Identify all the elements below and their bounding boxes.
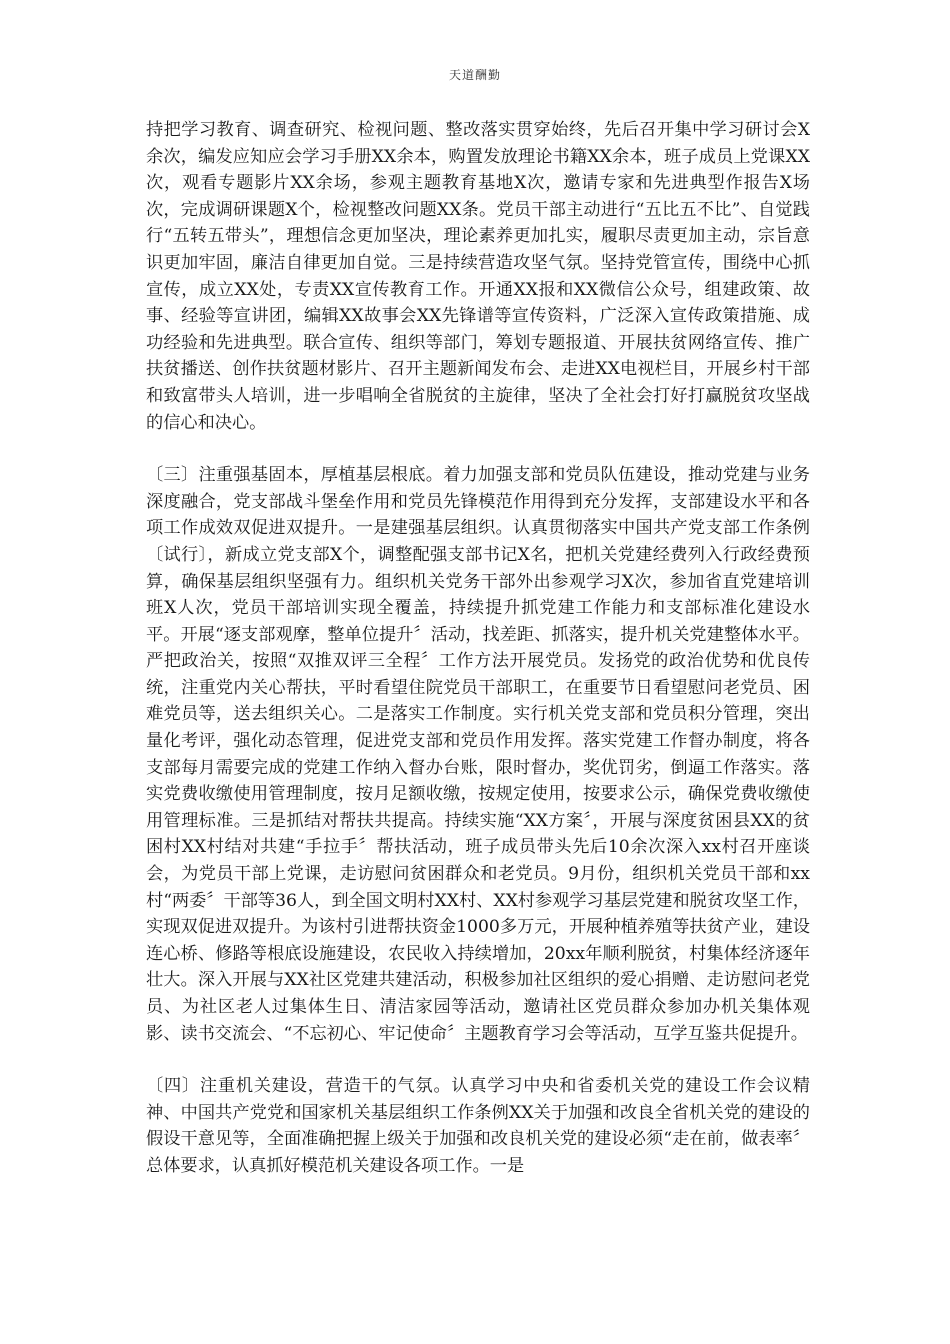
paragraph-continuation: 持把学习教育、调查研究、检视问题、整改落实贯穿始终，先后召开集中学习研讨会X余次，编发应知应会学习手册XX余本，购置发放理论书籍XX余本，班子成员上党课XX次，观看专题影片XX余场，参观主题教育基地X次，邀请专家和先进典型作报告X场次，完成调研课题X个，检视整改问题XX条。党员干部主动进行“五比五不比”、自觉践行“五转五带头”，理想信念更加坚决，理论素养更加扎实，履职尽责更加主动，宗旨意识更加牢固，廉洁自律更加自觉。三是持续营造攻坚气氛。坚持党管宣传，围绕中心抓宣传，成立XX处，专责XX宣传教育工作。开通XX报和XX微信公众号，组建政策、故事、经验等宣讲团，编辑XX故事会XX先锋谱等宣传资料，广泛深入宣传政策措施、成功经验和先进典型。联合宣传、组织等部门，筹划专题报道、开展扶贫网络宣传、推广扶贫播送、创作扶贫题材影片、召开主题新闻发布会、走进XX电视栏目，开展乡村干部和致富带头人培训，进一步唱响全省脱贫的主旋律，坚决了全社会打好打赢脱贫攻坚战的信心和决心。 [146, 120, 810, 433]
paragraph-section-4: 〔四〕注重机关建设，营造干的气氛。认真学习中央和省委机关党的建设工作会议精神、中国共产党党和国家机关基层组织工作条例XX关于加强和改良全省机关党的建设的假设干意见等，全面准确把握上级关于加强和改良机关党的建设必须“走在前，做表率〞总体要求，认真抓好模范机关建设各项工作。一是 [146, 1076, 810, 1176]
paragraph-section-3: 〔三〕注重强基固本，厚植基层根底。着力加强支部和党员队伍建设，推动党建与业务深度融合，党支部战斗堡垒作用和党员先锋模范作用得到充分发挥，支部建设水平和各项工作成效双促进双提升。一是建强基层组织。认真贯彻落实中国共产党支部工作条例〔试行〕，新成立党支部X个，调整配强支部书记X名，把机关党建经费列入行政经费预算，确保基层组织坚强有力。组织机关党务干部外出参观学习X次，参加省直党建培训班X人次，党员干部培训实现全覆盖，持续提升抓党建工作能力和支部标准化建设水平。开展“逐支部观摩，整单位提升〞活动，找差距、抓落实，提升机关党建整体水平。严把政治关，按照“双推双评三全程〞工作方法开展党员。发扬党的政治优势和优良传统，注重党内关心帮扶，平时看望住院党员干部职工，在重要节日看望慰问老党员、困难党员等，送去组织关心。二是落实工作制度。实行机关党支部和党员积分管理，突出量化考评，强化动态管理，促进党支部和党员作用发挥。落实党建工作督办制度，将各支部每月需要完成的党建工作纳入督办台账，限时督办，奖优罚劣，倒逼工作落实。落实党费收缴使用管理制度，按月足额收缴，按规定使用，按要求公示，确保党费收缴使用管理标准。三是抓结对帮扶共提高。持续实施“XX方案〞，开展与深度贫困县XX的贫困村XX村结对共建“手拉手〞帮扶活动，班子成员带头先后10余次深入xx村召开座谈会，为党员干部上党课，走访慰问贫困群众和老党员。9月份，组织机关党员干部和xx村“两委〞干部等36人，到全国文明村XX村、XX村参观学习基层党建和脱贫攻坚工作，实现双促进双提升。为该村引进帮扶资金1000多万元，开展种植养殖等扶贫产业，建设连心桥、修路等根底设施建设，农民收入持续增加，20xx年顺利脱贫，村集体经济逐年壮大。深入开展与XX社区党建共建活动，积极参加社区组织的爱心捐赠、走访慰问老党员、为社区老人过集体生日、清洁家园等活动，邀请社区党员群众参加办机关集体观影、读书交流会、“不忘初心、牢记使命〞主题教育学习会等活动，互学互鉴共促提升。 [146, 465, 810, 1044]
page-header: 天道酬勤 [448, 68, 501, 82]
document-body [146, 117, 810, 1180]
